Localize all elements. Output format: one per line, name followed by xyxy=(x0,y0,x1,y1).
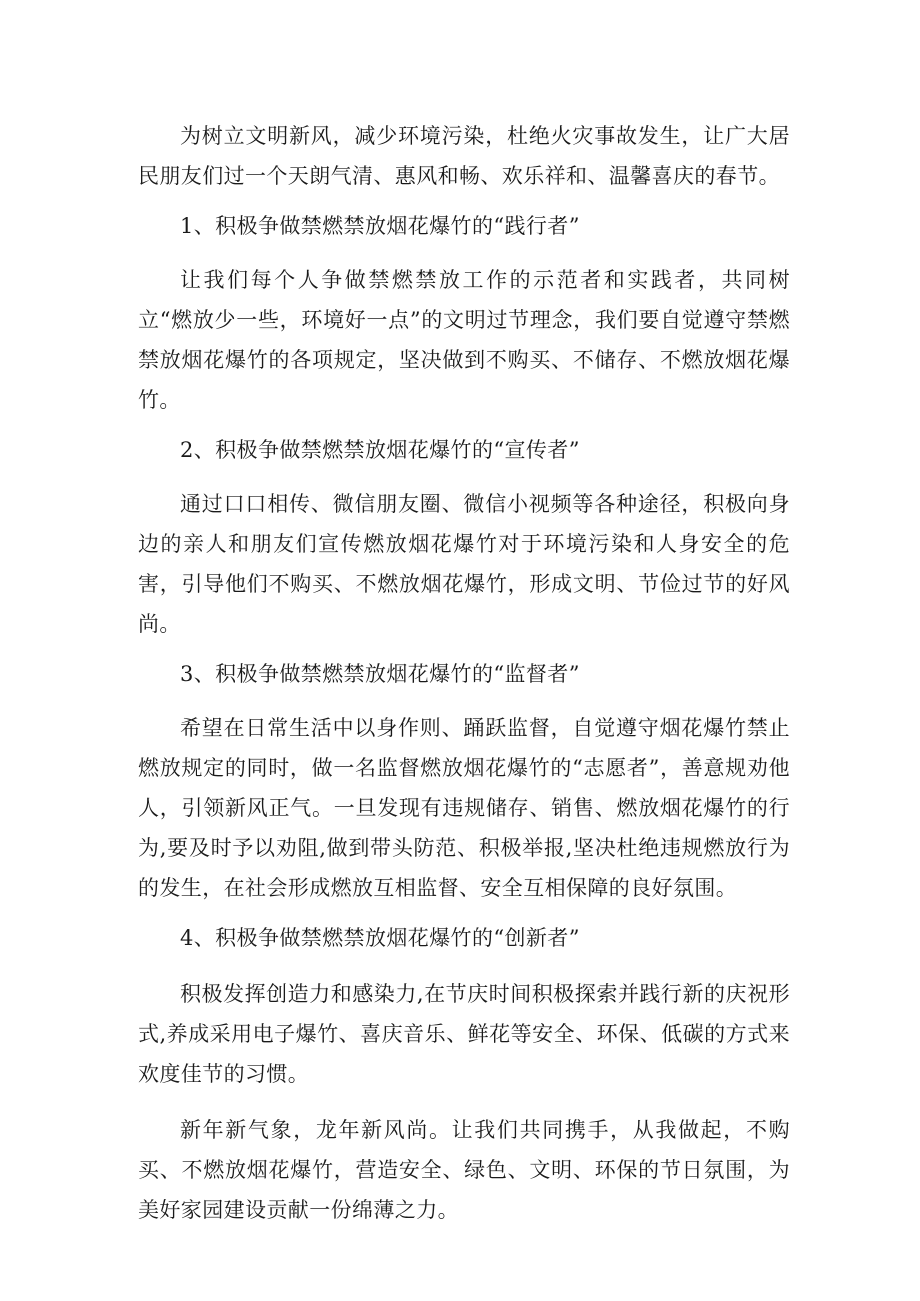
section-body-3: 希望在日常生活中以身作则、踊跃监督，自觉遵守烟花爆竹禁止燃放规定的同时，做一名监督燃放烟花爆竹的“志愿者”，善意规劝他人，引领新风正气。一旦发现有违规储存、销售、燃放烟花爆竹的行为,要及时予以劝阻,做到带头防范、积极举报,坚决杜绝违规燃放行为的发生，在社会形成燃放互相监督、安全互相保障的良好氛围。 xyxy=(138,716,790,900)
section-body-1: 让我们每个人争做禁燃禁放工作的示范者和实践者，共同树立“燃放少一些，环境好一点”的文明过节理念，我们要自觉遵守禁燃禁放烟花爆竹的各项规定，坚决做到不购买、不储存、不燃放烟花爆竹。 xyxy=(138,268,790,412)
section-body-4: 积极发挥创造力和感染力,在节庆时间积极探索并践行新的庆祝形式,养成采用电子爆竹、喜庆音乐、鲜花等安全、环保、低碳的方式来欢度佳节的习惯。 xyxy=(138,982,790,1086)
intro-paragraph: 为树立文明新风，减少环境污染，杜绝火灾事故发生，让广大居民朋友们过一个天朗气清、惠风和畅、欢乐祥和、温馨喜庆的春节。 xyxy=(138,124,790,188)
section-heading-4: 4、积极争做禁燃禁放烟花爆竹的“创新者” xyxy=(180,926,580,950)
section-heading-2: 2、积极争做禁燃禁放烟花爆竹的“宣传者” xyxy=(180,438,580,462)
section-heading-1: 1、积极争做禁燃禁放烟花爆竹的“践行者” xyxy=(180,214,580,238)
section-body-2: 通过口口相传、微信朋友圈、微信小视频等各种途径，积极向身边的亲人和朋友们宣传燃放烟花爆竹对于环境污染和人身安全的危害，引导他们不购买、不燃放烟花爆竹，形成文明、节俭过节的好风尚。 xyxy=(138,492,790,636)
document-body xyxy=(138,116,790,1230)
closing-paragraph: 新年新气象，龙年新风尚。让我们共同携手，从我做起，不购买、不燃放烟花爆竹，营造安全、绿色、文明、环保的节日氛围，为美好家园建设贡献一份绵薄之力。 xyxy=(138,1118,790,1222)
section-heading-3: 3、积极争做禁燃禁放烟花爆竹的“监督者” xyxy=(180,662,580,686)
